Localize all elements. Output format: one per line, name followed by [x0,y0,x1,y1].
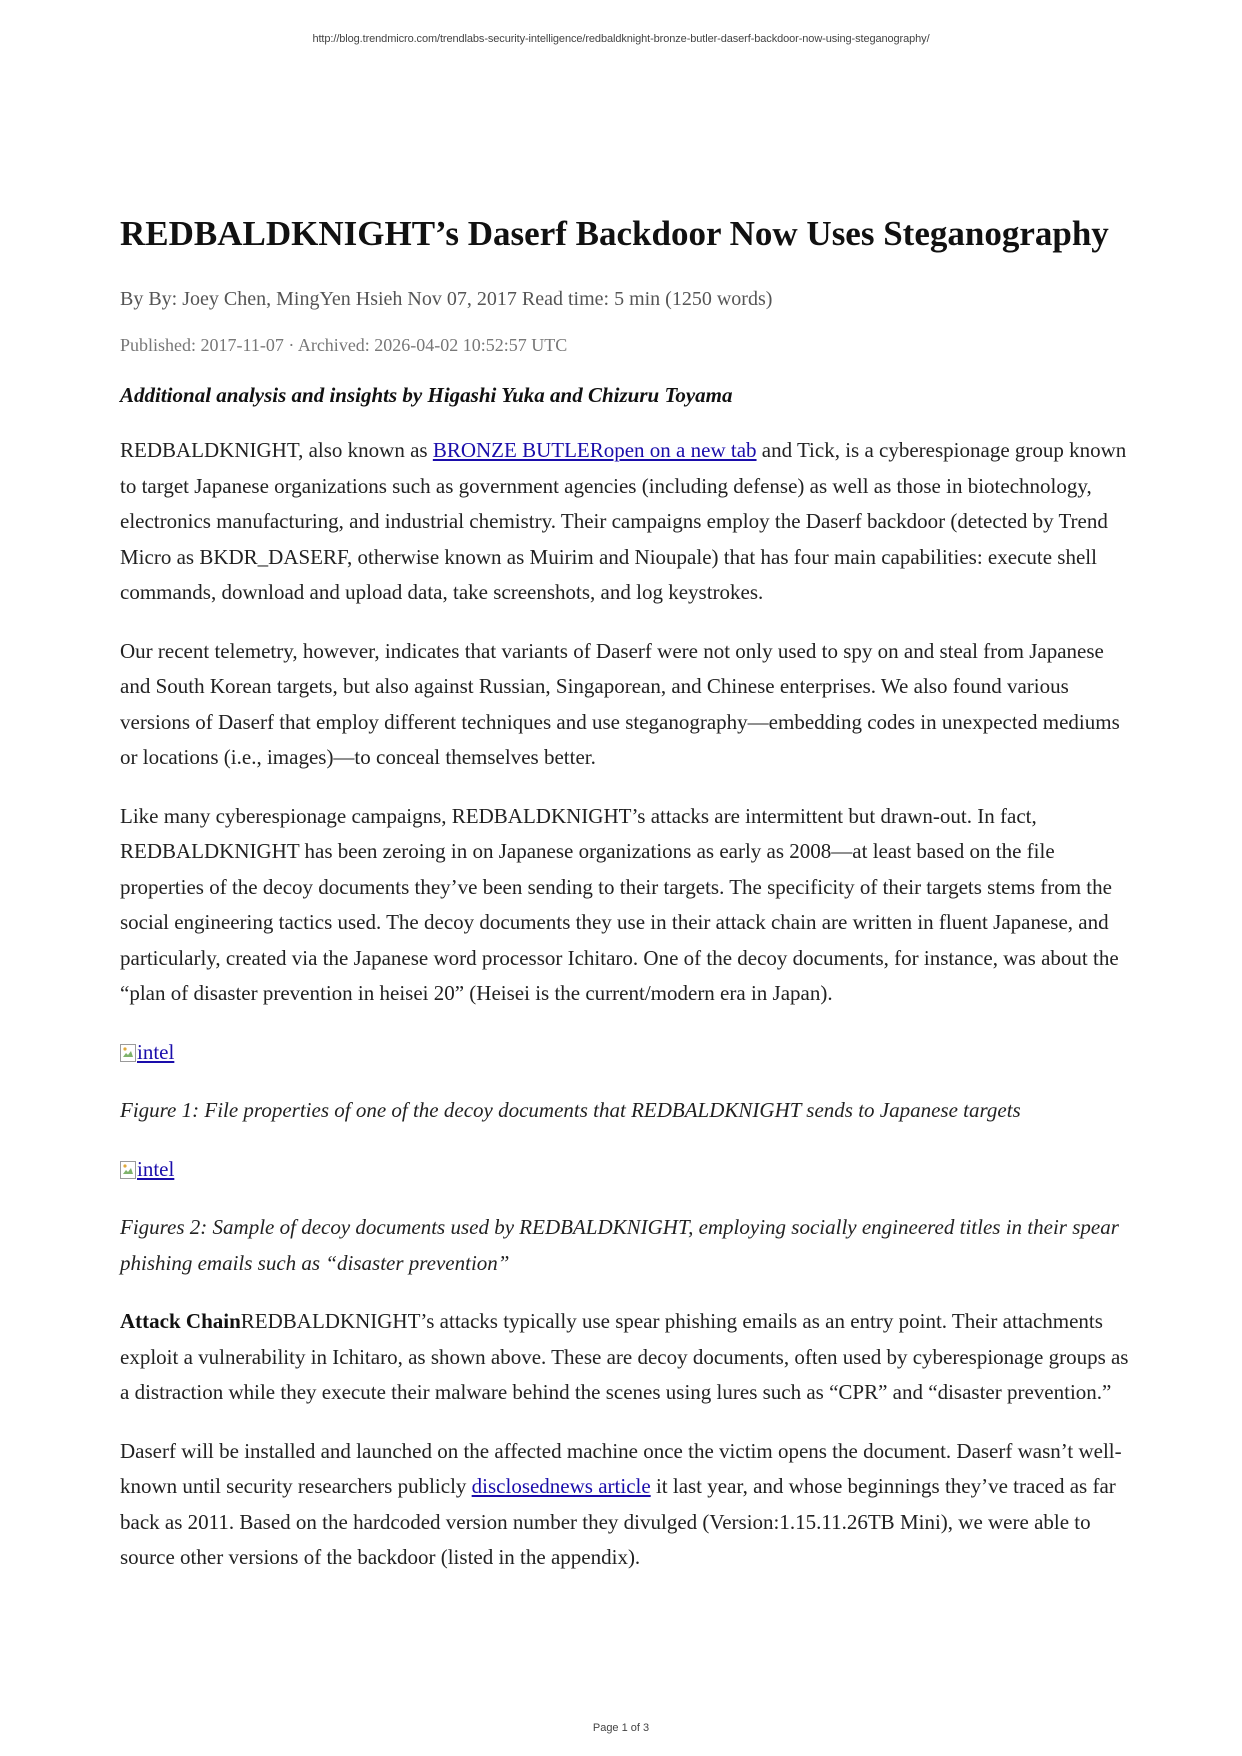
paragraph-1-text-b: and Tick, is a cyberespionage group known to target Japanese organizations such as government agencies (including defense) as well as those in biotechnology, electronics manufacturing, and industrial chemistry. Their campaigns employ the Daserf backdoor (detected by Trend Micro as BKDR_DASERF, otherwise known as Muirim and Nioupale) that has four main capabilities: execute shell commands, download and upload data, take screenshots, and log keystrokes. [120,438,1127,604]
article-title: REDBALDKNIGHT’s Daserf Backdoor Now Uses Steganography [120,214,1109,253]
news-article-link[interactable]: disclosednews article [471,1474,651,1498]
article-intro: Additional analysis and insights by Higashi Yuka and Chizuru Toyama [120,383,733,407]
paragraph-4-text: REDBALDKNIGHT’s attacks typically use spear phishing emails as an entry point. Their attachments exploit a vulnerability in Ichitaro, as shown above. These are decoy documents, often used by cyberespionage groups as a distraction while they execute their malware behind the scenes using lures such as “CPR” and “disaster prevention.” [120,1309,1129,1404]
paragraph-3: Like many cyberespionage campaigns, REDBALDKNIGHT’s attacks are intermittent but drawn-out. In fact, REDBALDKNIGHT has been zeroing in on Japanese organizations as early as 2008—at least based on the file properties of the decoy documents they’ve been sending to their targets. The specificity of their targets stems from the social engineering tactics used. The decoy documents they use in their attack chain are written in fluent Japanese, and particularly, created via the Japanese word processor Ichitaro. One of the decoy documents, for instance, was about the “plan of disaster prevention in heisei 20” (Heisei is the current/modern era in Japan). [120,803,1119,1005]
source-url: http://blog.trendmicro.com/trendlabs-security-intelligence/redbaldknight-bronze-butler-daserf-backdoor-now-using-steganography/ [312,33,930,45]
paragraph-4 [120,1304,1130,1411]
article [120,212,1130,1576]
broken-image-icon [120,1161,136,1179]
article-meta: Published: 2017-11-07 · Archived: 2026-04-02 10:52:57 UTC [120,335,568,355]
figure-2-caption: Figures 2: Sample of decoy documents used by REDBALDKNIGHT, employing socially engineered titles in their spear phishing emails such as “disaster prevention” [120,1215,1119,1275]
paragraph-1-text-a: REDBALDKNIGHT, also known as [120,438,433,462]
paragraph-1 [120,433,1130,611]
figure-2-image [120,1152,1130,1188]
paragraph-5-text-a: Daserf will be installed and launched on the affected machine once the victim opens the document. Daserf wasn’t well-known until security researchers publicly [120,1438,1122,1498]
bronze-butler-link[interactable]: BRONZE BUTLERopen on a new tab [432,438,757,462]
figure-1-image [120,1035,1130,1071]
attack-chain-heading: Attack Chain [120,1309,241,1333]
figure-1-caption: Figure 1: File properties of one of the decoy documents that REDBALDKNIGHT sends to Japanese targets [120,1098,1021,1122]
figure-2-link[interactable] [120,1157,174,1181]
figure-1-link[interactable] [120,1040,174,1064]
broken-image-icon [120,1044,136,1062]
paragraph-2: Our recent telemetry, however, indicates that variants of Daserf were not only used to spy on and steal from Japanese and South Korean targets, but also against Russian, Singaporean, and Chinese enterprises. We also found various versions of Daserf that employ different techniques and use steganography—embedding codes in unexpected mediums or locations (i.e., images)—to conceal themselves better. [120,638,1120,769]
figure-2-alt: intel [137,1156,175,1181]
article-byline: By By: Joey Chen, MingYen Hsieh Nov 07, 2017 Read time: 5 min (1250 words) [120,288,773,310]
paragraph-5 [120,1434,1130,1576]
page-number: Page 1 of 3 [592,1722,650,1734]
figure-1-alt: intel [137,1039,175,1064]
paragraph-5-text-b: it last year, and whose beginnings they’ve traced as far back as 2011. Based on the hardcoded version number they divulged (Version:1.15.11.26TB Mini), we were able to source other versions of the backdoor (listed in the appendix). [120,1474,1116,1569]
